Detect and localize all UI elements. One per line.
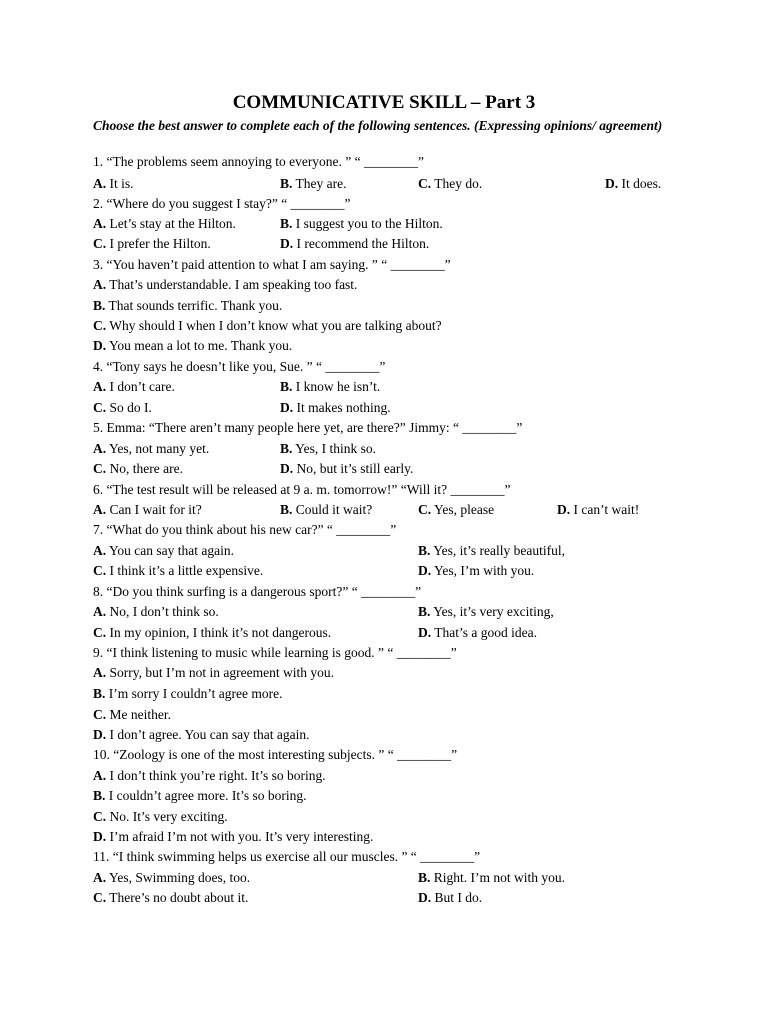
option-text: I’m sorry I couldn’t agree more. <box>105 686 283 701</box>
option-c <box>93 563 263 579</box>
option-text: I don’t care. <box>106 379 175 394</box>
option-letter: D. <box>605 176 619 191</box>
option-letter: D. <box>280 400 294 415</box>
option-letter: D. <box>418 890 432 905</box>
option-letter: C. <box>93 236 107 251</box>
question-stem: 4. “Tony says he doesn’t like you, Sue. ” “ ________” <box>93 359 386 374</box>
option-letter: C. <box>93 809 107 824</box>
option-letter: C. <box>93 890 107 905</box>
option-text: Yes, it’s very exciting, <box>430 604 554 619</box>
option-a <box>93 604 219 620</box>
option-text: There’s no doubt about it. <box>106 890 249 905</box>
option-text: I can’t wait! <box>570 502 640 517</box>
option-a <box>93 502 202 518</box>
option-c <box>418 502 494 518</box>
option-letter: B. <box>418 604 431 619</box>
option-letter: D. <box>93 727 107 742</box>
option-letter: C. <box>93 563 107 578</box>
option-b <box>280 441 376 457</box>
option-b <box>280 379 380 395</box>
option-letter: A. <box>93 768 107 783</box>
option-text: Let’s stay at the Hilton. <box>106 216 236 231</box>
option-text: Why should I when I don’t know what you are talking about? <box>106 318 442 333</box>
option-text: That’s a good idea. <box>431 625 537 640</box>
option-letter: A. <box>93 665 107 680</box>
option-letter: B. <box>280 216 293 231</box>
option-text: Yes, it’s really beautiful, <box>430 543 566 558</box>
option-d <box>605 176 661 192</box>
option-text: You can say that again. <box>106 543 234 558</box>
option-text: That sounds terrific. Thank you. <box>105 298 283 313</box>
option-letter: B. <box>280 176 293 191</box>
option-a <box>93 768 326 784</box>
option-b <box>418 543 565 559</box>
option-c <box>93 809 228 825</box>
option-text: In my opinion, I think it’s not dangerous. <box>106 625 332 640</box>
option-b <box>418 604 554 620</box>
option-d <box>418 890 482 906</box>
option-letter: D. <box>280 236 294 251</box>
option-letter: D. <box>280 461 294 476</box>
option-letter: C. <box>418 502 432 517</box>
option-d <box>93 338 292 354</box>
option-letter: C. <box>418 176 432 191</box>
option-letter: D. <box>93 829 107 844</box>
option-text: Yes, I think so. <box>292 441 377 456</box>
option-letter: A. <box>93 870 107 885</box>
option-b <box>93 686 282 702</box>
option-a <box>93 543 234 559</box>
option-text: Can I wait for it? <box>106 502 202 517</box>
option-letter: B. <box>418 543 431 558</box>
question-stem: 3. “You haven’t paid attention to what I am saying. ” “ ________” <box>93 257 451 272</box>
option-letter: A. <box>93 441 107 456</box>
option-text: Yes, not many yet. <box>106 441 210 456</box>
option-text: It is. <box>106 176 134 191</box>
option-a <box>93 379 175 395</box>
page-title: COMMUNICATIVE SKILL – Part 3 <box>232 92 536 113</box>
option-b <box>93 298 282 314</box>
option-c <box>93 625 331 641</box>
option-text: No, there are. <box>106 461 183 476</box>
option-letter: C. <box>93 461 107 476</box>
option-letter: B. <box>418 870 431 885</box>
option-text: I suggest you to the Hilton. <box>292 216 443 231</box>
option-d <box>280 400 391 416</box>
option-text: They do. <box>431 176 483 191</box>
option-c <box>93 461 183 477</box>
option-d <box>418 625 537 641</box>
option-text: I’m afraid I’m not with you. It’s very interesting. <box>106 829 374 844</box>
option-text: I know he isn’t. <box>292 379 381 394</box>
option-text: Right. I’m not with you. <box>430 870 566 885</box>
option-letter: A. <box>93 216 107 231</box>
option-c <box>93 707 171 723</box>
option-b <box>280 176 347 192</box>
option-text: Could it wait? <box>292 502 373 517</box>
option-text: I don’t agree. You can say that again. <box>106 727 310 742</box>
option-d <box>557 502 639 518</box>
question-stem: 10. “Zoology is one of the most interesting subjects. ” “ ________” <box>93 747 458 762</box>
option-letter: B. <box>93 686 106 701</box>
option-letter: D. <box>557 502 571 517</box>
option-a <box>93 176 134 192</box>
option-text: Yes, please <box>431 502 495 517</box>
option-b <box>418 870 565 886</box>
option-c <box>93 400 152 416</box>
option-b <box>93 788 306 804</box>
option-text: Yes, I’m with you. <box>431 563 535 578</box>
option-text: They are. <box>292 176 347 191</box>
option-a <box>93 216 236 232</box>
question-stem: 9. “I think listening to music while learning is good. ” “ ________” <box>93 645 457 660</box>
option-letter: B. <box>280 502 293 517</box>
option-a <box>93 870 250 886</box>
option-text: No, but it’s still early. <box>293 461 414 476</box>
option-letter: A. <box>93 176 107 191</box>
option-letter: A. <box>93 277 107 292</box>
question-stem: 11. “I think swimming helps us exercise all our muscles. ” “ ________” <box>93 849 481 864</box>
option-a <box>93 277 357 293</box>
option-text: No. It’s very exciting. <box>106 809 228 824</box>
question-stem: 8. “Do you think surfing is a dangerous sport?” “ ________” <box>93 584 422 599</box>
question-stem: 7. “What do you think about his new car?” “ ________” <box>93 522 397 537</box>
option-text: I couldn’t agree more. It’s so boring. <box>105 788 307 803</box>
question-stem: 6. “The test result will be released at 9 a. m. tomorrow!” “Will it? ________” <box>93 482 511 497</box>
option-c <box>418 176 482 192</box>
option-c <box>93 890 248 906</box>
option-d <box>93 829 373 845</box>
option-text: But I do. <box>431 890 483 905</box>
option-letter: B. <box>93 298 106 313</box>
option-letter: C. <box>93 707 107 722</box>
option-text: It makes nothing. <box>293 400 391 415</box>
option-letter: D. <box>418 625 432 640</box>
option-text: You mean a lot to me. Thank you. <box>106 338 293 353</box>
option-text: Sorry, but I’m not in agreement with you. <box>106 665 334 680</box>
option-letter: C. <box>93 625 107 640</box>
option-text: No, I don’t think so. <box>106 604 219 619</box>
option-letter: D. <box>93 338 107 353</box>
instructions: Choose the best answer to complete each of the following sentences. (Expressing opinions/ agreement) <box>93 118 663 133</box>
option-letter: C. <box>93 318 107 333</box>
option-c <box>93 318 442 334</box>
option-letter: A. <box>93 502 107 517</box>
option-d <box>418 563 534 579</box>
option-text: It does. <box>618 176 662 191</box>
option-c <box>93 236 211 252</box>
option-a <box>93 665 334 681</box>
option-letter: A. <box>93 604 107 619</box>
question-stem: 1. “The problems seem annoying to everyone. ” “ ________” <box>93 154 425 169</box>
option-letter: D. <box>418 563 432 578</box>
option-text: I think it’s a little expensive. <box>106 563 264 578</box>
option-letter: A. <box>93 543 107 558</box>
option-b <box>280 502 372 518</box>
option-b <box>280 216 443 232</box>
option-letter: C. <box>93 400 107 415</box>
question-stem: 2. “Where do you suggest I stay?” “ ________” <box>93 196 351 211</box>
question-stem: 5. Emma: “There aren’t many people here yet, are there?” Jimmy: “ ________” <box>93 420 523 435</box>
option-d <box>93 727 309 743</box>
option-text: Yes, Swimming does, too. <box>106 870 251 885</box>
option-letter: A. <box>93 379 107 394</box>
option-text: I prefer the Hilton. <box>106 236 211 251</box>
option-text: Me neither. <box>106 707 171 722</box>
option-letter: B. <box>280 441 293 456</box>
option-letter: B. <box>93 788 106 803</box>
option-a <box>93 441 209 457</box>
option-text: I don’t think you’re right. It’s so boring. <box>106 768 326 783</box>
option-text: So do I. <box>106 400 152 415</box>
option-d <box>280 461 413 477</box>
option-d <box>280 236 429 252</box>
option-letter: B. <box>280 379 293 394</box>
option-text: I recommend the Hilton. <box>293 236 430 251</box>
option-text: That’s understandable. I am speaking too fast. <box>106 277 358 292</box>
